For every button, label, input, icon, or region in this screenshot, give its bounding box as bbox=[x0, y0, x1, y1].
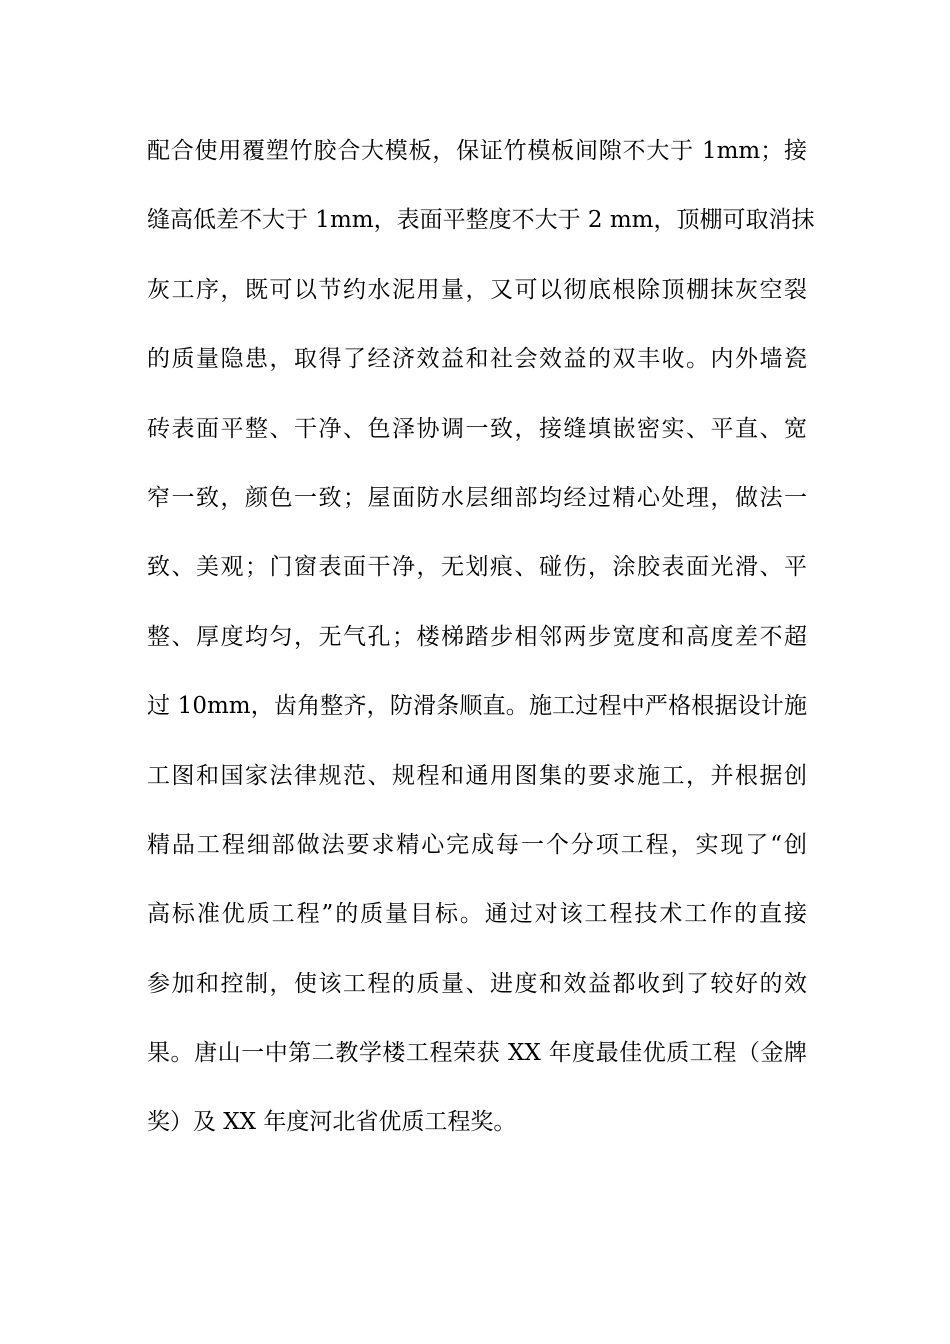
body-paragraph bbox=[147, 128, 815, 1169]
paragraph-line: 整、厚度均匀，无气孔；楼梯踏步相邻两步宽度和高度差不超 bbox=[147, 623, 807, 650]
paragraph-line: 高标准优质工程”的质量目标。通过对该工程技术工作的直接 bbox=[147, 901, 807, 928]
paragraph-line: 致、美观；门窗表面干净，无划痕、碰伤，涂胶表面光滑、平 bbox=[147, 554, 807, 581]
paragraph-line: 奖）及 XX 年度河北省优质工程奖。 bbox=[147, 1109, 517, 1136]
paragraph-line: 参加和控制，使该工程的质量、进度和效益都收到了较好的效 bbox=[147, 970, 807, 997]
paragraph-line: 果。唐山一中第二教学楼工程荣获 XX 年度最佳优质工程（金牌 bbox=[147, 1040, 807, 1067]
paragraph-line: 缝高低差不大于 1mm，表面平整度不大于 2 mm，顶棚可取消抹 bbox=[147, 207, 815, 234]
paragraph-line: 配合使用覆塑竹胶合大模板，保证竹模板间隙不大于 1mm；接 bbox=[147, 138, 807, 164]
paragraph-line: 工图和国家法律规范、规程和通用图集的要求施工，并根据创 bbox=[147, 762, 807, 789]
paragraph-line: 过 10mm，齿角整齐，防滑条顺直。施工过程中严格根据设计施 bbox=[147, 693, 807, 720]
paragraph-line: 砖表面平整、干净、色泽协调一致，接缝填嵌密实、平直、宽 bbox=[147, 415, 807, 442]
paragraph-line: 的质量隐患，取得了经济效益和社会效益的双丰收。内外墙瓷 bbox=[147, 346, 807, 373]
paragraph-line: 灰工序，既可以节约水泥用量，又可以彻底根除顶棚抹灰空裂 bbox=[147, 276, 807, 303]
paragraph-line: 精品工程细部做法要求精心完成每一个分项工程，实现了“创 bbox=[147, 831, 807, 858]
paragraph-line: 窄一致，颜色一致；屋面防水层细部均经过精心处理，做法一 bbox=[147, 484, 807, 511]
